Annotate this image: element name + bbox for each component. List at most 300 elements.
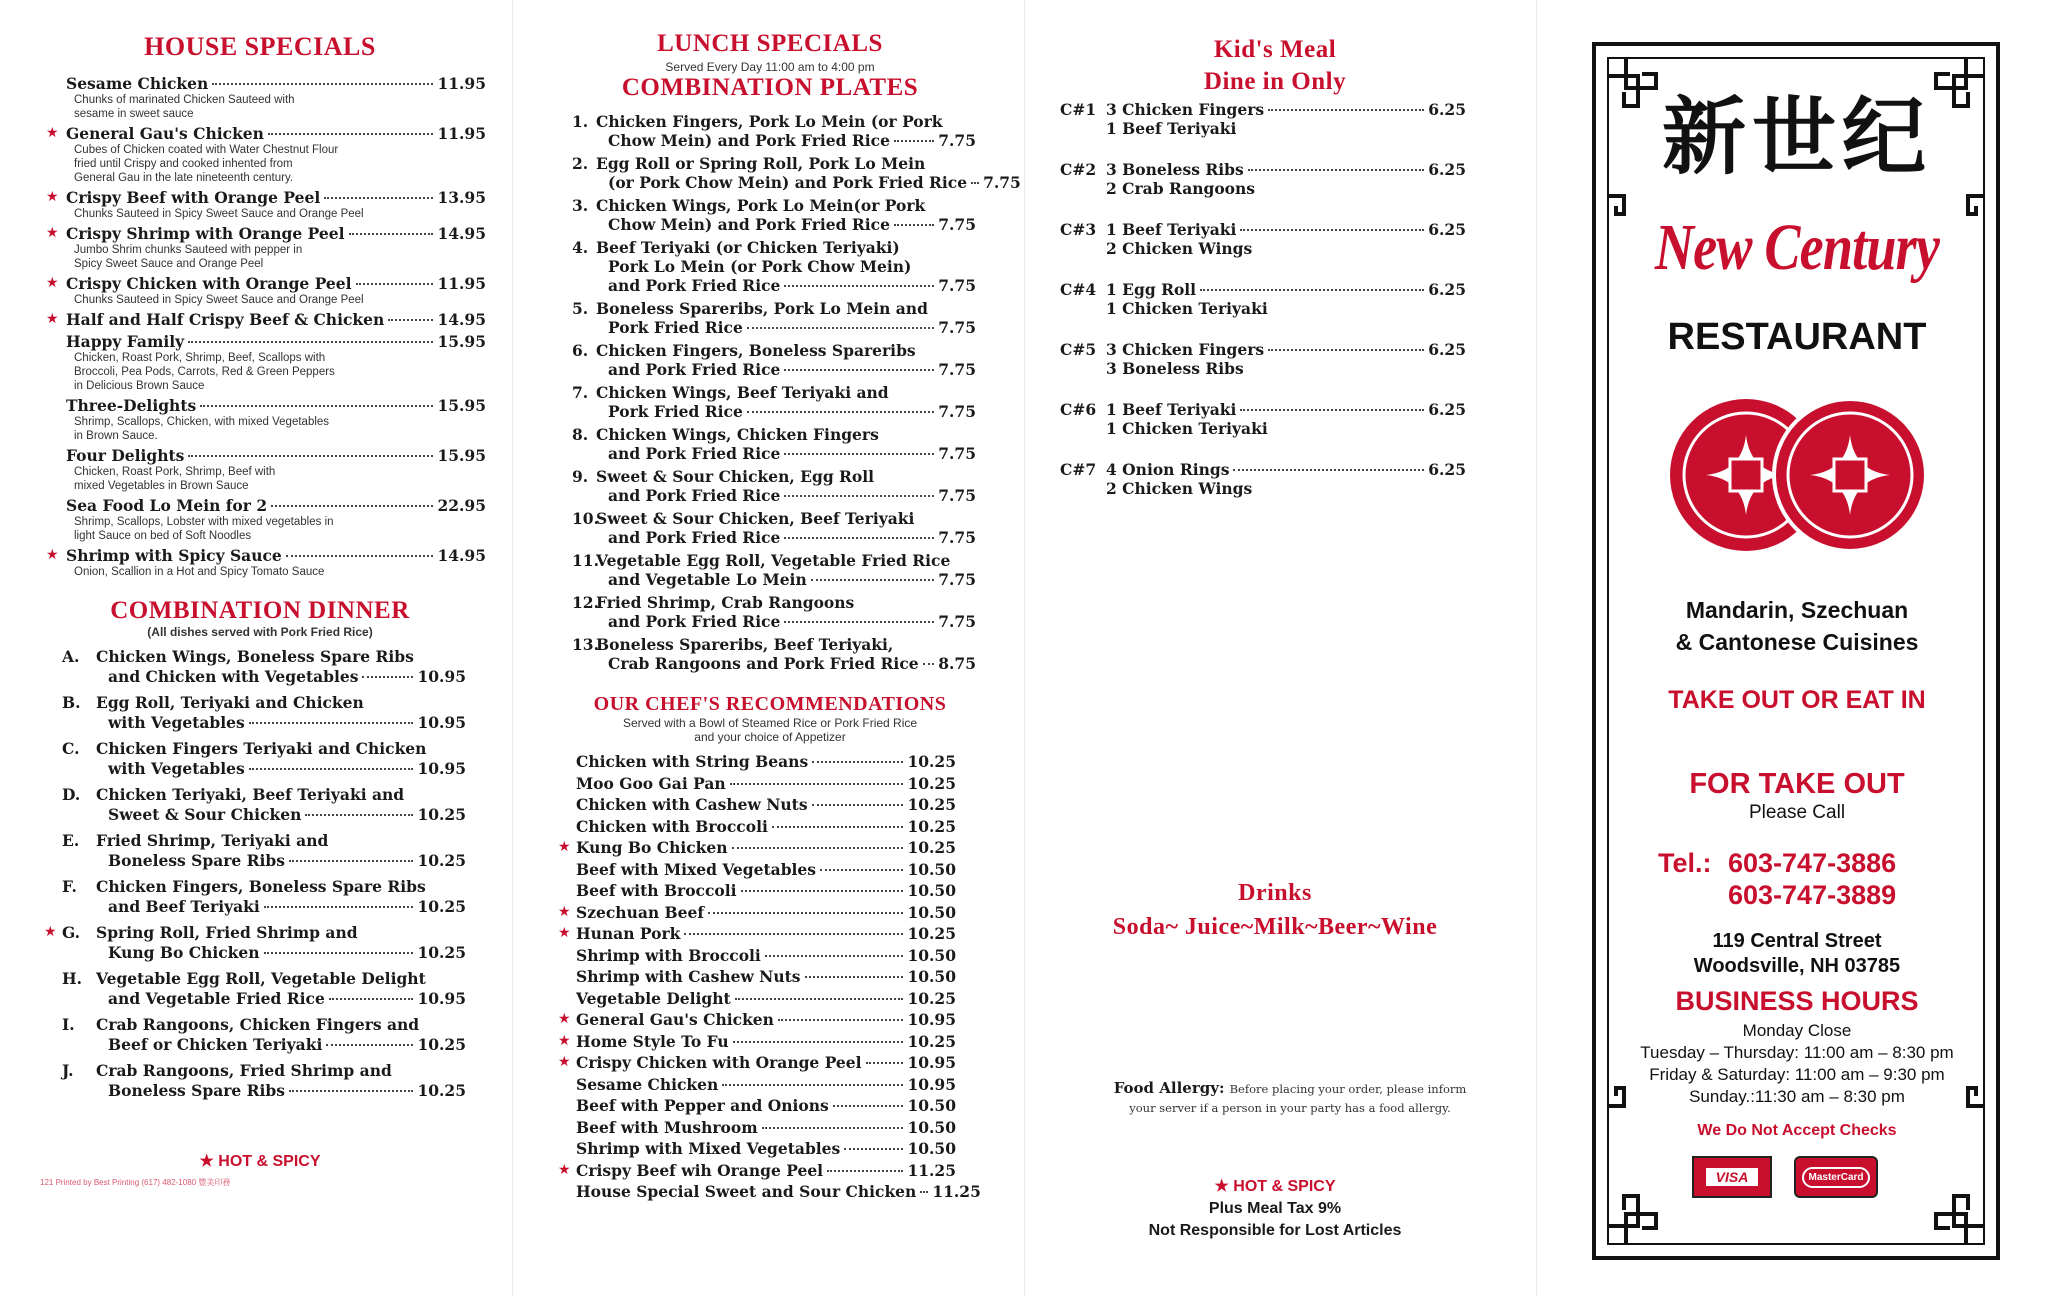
menu-item-name: Chicken with Cashew Nuts	[576, 795, 808, 814]
menu-item-price: 10.50	[907, 1139, 956, 1158]
menu-item-name: General Gau's Chicken	[576, 1010, 774, 1029]
menu-item-price: 7.75	[938, 131, 976, 150]
menu-item-row	[576, 752, 956, 771]
menu-item-row	[596, 570, 976, 589]
lunch-special-item	[560, 551, 976, 589]
menu-item-row	[596, 486, 976, 505]
menu-item-row	[596, 612, 976, 631]
kids-meal-item	[1060, 160, 1466, 198]
leader-dots	[1233, 469, 1424, 471]
leader-dots	[762, 1127, 904, 1129]
menu-item-name: and Beef Teriyaki	[108, 897, 260, 916]
menu-item-row	[1106, 340, 1466, 359]
leader-dots	[894, 140, 934, 142]
lunch-number: 11.	[572, 551, 599, 570]
menu-item-row	[66, 188, 486, 207]
menu-item-name: and Vegetable Lo Mein	[608, 570, 807, 589]
menu-item-row	[596, 528, 976, 547]
menu-item-description: Chicken, Roast Pork, Shrimp, Beef with	[74, 466, 276, 478]
lunch-special-item	[560, 299, 976, 337]
menu-item-price: 10.25	[907, 773, 956, 793]
chef-recommendation-item	[560, 946, 956, 965]
menu-item-price: 14.95	[437, 224, 486, 243]
menu-item-description: Chunks of marinated Chicken Sauteed with	[74, 94, 295, 106]
chef-subtitle-2: and your choice of Appetizer	[694, 730, 846, 744]
menu-item-price: 10.95	[907, 1010, 956, 1029]
menu-item-description: Chunks Sauteed in Spicy Sweet Sauce and Orange Peel	[74, 294, 364, 306]
hot-spicy-star-icon: ★	[558, 1011, 571, 1027]
combination-letter: B.	[62, 693, 81, 712]
leader-dots	[812, 761, 903, 763]
menu-item-price: 10.50	[907, 967, 956, 986]
menu-item-name: and Pork Fried Rice	[608, 444, 781, 463]
coins-logo	[1668, 395, 1928, 555]
kids-meal-code: C#2	[1060, 160, 1097, 179]
house-special-item	[40, 446, 486, 493]
leader-dots	[188, 341, 433, 343]
menu-item-price: 11.95	[437, 274, 486, 293]
menu-item-row	[96, 988, 466, 1009]
menu-item-row	[576, 946, 956, 965]
address-street: 119 Central Street	[1712, 930, 1882, 952]
food-allergy-text-1: Before placing your order, please inform	[1229, 1082, 1467, 1096]
menu-item-price: 6.25	[1428, 280, 1466, 299]
menu-item-row	[1106, 280, 1466, 299]
combination-dinner-item	[40, 785, 466, 825]
hot-spicy-star-icon: ★	[558, 925, 571, 941]
leader-dots	[349, 233, 434, 235]
menu-item-row	[576, 1053, 956, 1072]
combination-dinner-item	[40, 969, 466, 1009]
house-special-item	[40, 310, 486, 329]
leader-dots	[812, 804, 904, 806]
leader-dots	[772, 826, 904, 828]
food-allergy-note	[1100, 1078, 1480, 1116]
menu-item-description: General Gau in the late nineteenth century.	[74, 172, 294, 184]
house-special-item	[40, 546, 486, 579]
leader-dots	[811, 579, 935, 581]
menu-item-price: 6.25	[1428, 400, 1466, 419]
lunch-number: 3.	[572, 196, 589, 215]
kids-meal-line-2: 3 Boneless Ribs	[1106, 359, 1244, 378]
lunch-special-item	[560, 635, 976, 673]
leader-dots	[329, 998, 414, 1000]
menu-item-price: 10.25	[907, 795, 956, 814]
menu-item-row	[576, 924, 956, 943]
lunch-line-1: Egg Roll or Spring Roll, Pork Lo Mein	[596, 154, 926, 173]
lunch-number: 10.	[572, 509, 599, 528]
menu-item-row	[576, 967, 956, 986]
food-allergy-text-2: your server if a person in your party has a food allergy.	[1129, 1101, 1451, 1115]
menu-item-name: Pork Fried Rice	[608, 402, 743, 421]
chef-recommendation-item	[560, 1139, 956, 1158]
lunch-line-1: Boneless Spareribs, Beef Teriyaki,	[596, 635, 894, 654]
leader-dots	[289, 860, 413, 862]
take-out-or-eat-in: TAKE OUT OR EAT IN	[1668, 686, 1926, 714]
phone-number-1[interactable]: 603-747-3886	[1728, 848, 1897, 878]
menu-item-row	[576, 1139, 956, 1158]
menu-item-description: Jumbo Shrim chunks Sauteed with pepper in	[74, 244, 303, 256]
combination-letter: J.	[62, 1061, 74, 1080]
leader-dots	[747, 327, 934, 329]
combination-line-1: Chicken Fingers, Boneless Spare Ribs	[96, 877, 426, 896]
lunch-line-1: Vegetable Egg Roll, Vegetable Fried Rice	[596, 551, 951, 570]
panel-fold	[1536, 0, 1537, 1297]
menu-item-price: 6.25	[1428, 160, 1466, 179]
menu-item-price: 10.25	[907, 988, 956, 1008]
menu-item-price: 7.75	[938, 360, 976, 379]
menu-item-name: with Vegetables	[108, 713, 245, 732]
leader-dots	[200, 405, 433, 407]
menu-item-price: 7.75	[938, 215, 976, 234]
menu-item-name: Sea Food Lo Mein for 2	[66, 496, 268, 515]
leader-dots	[388, 319, 433, 321]
restaurant-word: RESTAURANT	[1667, 316, 1927, 358]
combination-line-1: Crab Rangoons, Fried Shrimp and	[96, 1061, 392, 1080]
chef-recommendation-item	[560, 903, 956, 922]
lunch-special-item	[560, 341, 976, 379]
chef-recommendation-item	[560, 881, 956, 900]
menu-item-row	[576, 774, 956, 793]
combination-dinner-item	[40, 1015, 466, 1055]
menu-item-name: Shrimp with Cashew Nuts	[576, 967, 801, 986]
menu-item-row	[66, 496, 486, 515]
leader-dots	[778, 1019, 904, 1021]
house-special-item	[40, 332, 486, 393]
please-call: Please Call	[1748, 802, 1846, 823]
lunch-number: 13.	[572, 635, 599, 654]
business-hours-line: Monday Close	[1742, 1021, 1852, 1040]
menu-item-price: 10.50	[907, 1117, 956, 1137]
leader-dots	[784, 285, 934, 287]
leader-dots	[866, 1062, 904, 1064]
kids-meal-item	[1060, 340, 1466, 378]
menu-item-row	[576, 1010, 956, 1029]
leader-dots	[249, 722, 414, 724]
kids-meal-item	[1060, 460, 1466, 498]
leader-dots	[784, 495, 934, 497]
combination-letter: F.	[62, 877, 77, 896]
hot-spicy-star-icon: ★	[46, 125, 59, 141]
combination-letter: I.	[62, 1015, 75, 1034]
hot-spicy-star-icon: ★	[44, 924, 57, 940]
menu-item-name: Shrimp with Broccoli	[576, 945, 761, 965]
menu-item-name: Hunan Pork	[576, 924, 681, 943]
leader-dots	[249, 768, 414, 770]
cuisine-line-2: & Cantonese Cuisines	[1675, 629, 1919, 655]
menu-item-description: sesame in sweet sauce	[74, 108, 194, 120]
menu-item-price: 7.75	[938, 276, 976, 295]
menu-item-name: and Pork Fried Rice	[608, 276, 781, 295]
lunch-number: 1.	[572, 112, 589, 131]
menu-item-description: Chunks Sauteed in Spicy Sweet Sauce and Orange Peel	[74, 208, 364, 220]
leader-dots	[1240, 409, 1424, 411]
menu-item-row	[576, 860, 956, 879]
menu-item-price: 7.75	[938, 612, 976, 631]
house-specials-title: HOUSE SPECIALS	[144, 32, 376, 61]
leader-dots	[1268, 349, 1424, 351]
phone-number-2[interactable]: 603-747-3889	[1728, 880, 1897, 910]
chef-recommendation-item	[560, 817, 956, 836]
menu-item-name: Crispy Shrimp with Orange Peel	[66, 224, 345, 243]
menu-item-row	[96, 804, 466, 825]
menu-item-name: Chow Mein) and Pork Fried Rice	[608, 215, 890, 234]
leader-dots	[765, 955, 904, 957]
leader-dots	[722, 1084, 903, 1086]
menu-item-row	[66, 224, 486, 243]
business-hours-line: Tuesday – Thursday: 11:00 am – 8:30 pm	[1640, 1043, 1954, 1062]
menu-item-price: 7.75	[938, 318, 976, 337]
hot-spicy-footer: ★ HOT & SPICY	[1214, 1178, 1336, 1195]
menu-item-row	[576, 881, 956, 900]
combination-letter: D.	[62, 785, 81, 804]
menu-item-price: 14.95	[437, 310, 486, 329]
lunch-specials-subtitle: Served Every Day 11:00 am to 4:00 pm	[665, 60, 875, 74]
menu-item-name: Boneless Spare Ribs	[108, 851, 286, 870]
lunch-special-item	[560, 467, 976, 505]
menu-item-row	[576, 838, 956, 857]
combination-dinner-subtitle: (All dishes served with Pork Fried Rice)	[147, 625, 373, 639]
menu-item-row	[596, 360, 976, 379]
menu-item-row	[576, 903, 956, 922]
menu-item-name: Sweet & Sour Chicken	[108, 805, 302, 824]
menu-item-name: Kung Bo Chicken	[576, 838, 728, 857]
menu-item-name: General Gau's Chicken	[66, 124, 264, 143]
lunch-number: 4.	[572, 238, 589, 257]
menu-item-price: 7.75	[938, 570, 976, 589]
menu-item-price: 15.95	[437, 396, 486, 415]
leader-dots	[271, 505, 433, 507]
menu-item-row	[576, 1118, 956, 1137]
menu-item-row	[96, 896, 466, 917]
menu-item-description: Cubes of Chicken coated with Water Chestnut Flour	[74, 144, 339, 156]
menu-item-description: Shrimp, Scallops, Lobster with mixed vegetables in	[74, 516, 334, 528]
lunch-number: 6.	[572, 341, 589, 360]
leader-dots	[1268, 109, 1424, 111]
house-special-item	[40, 224, 486, 271]
menu-item-price: 10.25	[417, 1081, 466, 1100]
menu-item-price: 10.25	[417, 943, 466, 962]
menu-item-row	[596, 173, 1021, 192]
lunch-special-item	[560, 238, 976, 295]
lunch-line-1: Chicken Fingers, Pork Lo Mein (or Pork	[596, 112, 943, 131]
leader-dots	[827, 1170, 903, 1172]
business-hours-line: Sunday.:11:30 am – 8:30 pm	[1689, 1087, 1905, 1106]
menu-item-row	[66, 124, 486, 143]
lunch-line-1: Beef Teriyaki (or Chicken Teriyaki)	[596, 238, 900, 257]
kids-meal-code: C#7	[1060, 460, 1097, 479]
leader-dots	[708, 912, 903, 914]
menu-item-price: 10.25	[417, 805, 466, 824]
address-city: Woodsville, NH 03785	[1693, 955, 1901, 977]
combination-line-1: Spring Roll, Fried Shrimp and	[96, 923, 358, 942]
dine-in-only-title: Dine in Only	[1203, 68, 1347, 95]
menu-item-name: and Vegetable Fried Rice	[108, 989, 325, 1008]
menu-item-price: 10.50	[907, 881, 956, 900]
combination-dinner-item	[40, 693, 466, 733]
lunch-line-1: Sweet & Sour Chicken, Egg Roll	[596, 467, 875, 486]
menu-item-price: 7.75	[938, 402, 976, 421]
lunch-line-1: Boneless Spareribs, Pork Lo Mein and	[596, 299, 928, 318]
leader-dots	[784, 453, 934, 455]
menu-item-name: Half and Half Crispy Beef & Chicken	[66, 310, 385, 329]
menu-item-name: Happy Family	[66, 332, 185, 351]
menu-item-price: 14.95	[437, 546, 486, 565]
lunch-line-1: Chicken Wings, Beef Teriyaki and	[596, 383, 889, 402]
lunch-number: 9.	[572, 467, 589, 486]
combination-dinner-item	[40, 923, 466, 963]
leader-dots	[286, 555, 434, 557]
menu-item-name: Boneless Spare Ribs	[108, 1081, 286, 1100]
menu-item-row	[596, 654, 976, 673]
lunch-number: 12.	[572, 593, 599, 612]
kids-meal-item	[1060, 220, 1466, 258]
leader-dots	[747, 411, 934, 413]
menu-item-row	[576, 1096, 956, 1115]
business-hours-list	[1576, 1020, 2018, 1108]
menu-item-price: 13.95	[437, 188, 486, 207]
restaurant-name: New Century	[1654, 211, 1940, 284]
meal-tax-note: Plus Meal Tax 9%	[1208, 1200, 1342, 1217]
cuisine-line-1: Mandarin, Szechuan	[1685, 597, 1909, 623]
hot-spicy-footer-label: HOT & SPICY	[1233, 1178, 1336, 1195]
chef-recommendation-item	[560, 1010, 956, 1029]
menu-item-name: Three-Delights	[66, 396, 197, 415]
combination-dinner-title: COMBINATION DINNER	[110, 597, 410, 624]
chef-recommendation-item	[560, 1161, 956, 1180]
chef-recommendation-item	[560, 860, 956, 879]
combination-dinner-item	[40, 739, 466, 779]
menu-item-row	[66, 396, 486, 415]
menu-item-price: 10.95	[907, 1053, 956, 1072]
lunch-line-1: Chicken Fingers, Boneless Spareribs	[596, 341, 916, 360]
hot-spicy-star-icon: ★	[558, 1032, 571, 1049]
chef-recommendation-item	[560, 1032, 956, 1051]
kids-meal-code: C#4	[1060, 280, 1097, 299]
menu-item-name: Pork Fried Rice	[608, 318, 743, 337]
leader-dots	[1240, 229, 1424, 231]
menu-item-price: 10.95	[417, 713, 466, 732]
chef-recommendation-item	[560, 1053, 956, 1072]
kids-meal-line-2: 2 Chicken Wings	[1106, 479, 1253, 498]
menu-item-description: light Sauce on bed of Soft Noodles	[74, 530, 252, 542]
menu-item-price: 8.75	[938, 654, 976, 673]
business-hours-line: Friday & Saturday: 11:00 am – 9:30 pm	[1649, 1065, 1945, 1084]
leader-dots	[833, 1105, 904, 1107]
menu-item-price: 10.25	[907, 1031, 956, 1051]
menu-item-description: Chicken, Roast Pork, Shrimp, Beef, Scallops with	[74, 352, 326, 364]
chef-subtitle-1: Served with a Bowl of Steamed Rice or Pork Fried Rice	[622, 716, 918, 730]
menu-item-name: Beef with Mixed Vegetables	[576, 859, 817, 879]
combination-dinner-item	[40, 831, 466, 871]
menu-item-row	[66, 446, 486, 465]
panel-house-specials	[40, 0, 486, 1297]
lunch-special-item	[560, 112, 976, 150]
leader-dots	[362, 676, 413, 678]
menu-item-price: 10.50	[907, 1096, 956, 1115]
mastercard-label: MasterCard	[1802, 1167, 1869, 1188]
menu-item-name: with Vegetables	[108, 759, 245, 778]
menu-item-name: Shrimp with Mixed Vegetables	[576, 1139, 841, 1158]
chef-recommendation-item	[560, 1118, 956, 1137]
kids-meal-line-2: 2 Crab Rangoons	[1106, 179, 1256, 198]
combination-line-1: Chicken Fingers Teriyaki and Chicken	[96, 739, 427, 758]
kids-meal-code: C#3	[1060, 220, 1097, 239]
leader-dots	[732, 847, 904, 849]
kids-meal-line-2: 1 Chicken Teriyaki	[1106, 419, 1268, 438]
menu-item-name: Chicken with Broccoli	[576, 816, 768, 836]
menu-item-row	[66, 310, 486, 329]
kids-meal-title: Kid's Meal	[1213, 36, 1337, 63]
menu-item-name: Shrimp with Spicy Sauce	[66, 546, 282, 565]
leader-dots	[305, 814, 413, 816]
lunch-line-1: Sweet & Sour Chicken, Beef Teriyaki	[596, 509, 915, 528]
menu-item-price: 10.25	[907, 838, 956, 857]
menu-item-price: 10.50	[907, 945, 956, 965]
hot-spicy-star-icon: ★	[558, 1054, 571, 1070]
chef-recommendation-item	[560, 1075, 956, 1094]
hot-spicy-star-icon: ★	[558, 903, 571, 920]
lunch-number: 2.	[572, 154, 589, 173]
menu-item-row	[96, 666, 466, 687]
leader-dots	[844, 1148, 903, 1150]
chef-recommendations-title: OUR CHEF'S RECOMMENDATIONS	[593, 693, 947, 715]
menu-item-name: Crispy Beef with Orange Peel	[66, 188, 321, 207]
leader-dots	[805, 976, 904, 978]
kids-meal-line-2: 1 Beef Teriyaki	[1106, 119, 1237, 138]
menu-item-row	[576, 795, 956, 814]
panel-fold	[512, 0, 513, 1297]
house-specials-list	[40, 74, 486, 579]
leader-dots	[1200, 289, 1424, 291]
kids-meal-code: C#1	[1060, 100, 1097, 119]
menu-item-row	[1106, 160, 1466, 179]
menu-item-price: 11.25	[907, 1160, 956, 1180]
leader-dots	[356, 283, 434, 285]
menu-item-row	[596, 276, 976, 295]
chef-recommendation-item	[560, 1182, 981, 1201]
leader-dots	[820, 869, 903, 871]
menu-item-row	[596, 215, 976, 234]
kids-meal-line-2: 1 Chicken Teriyaki	[1106, 299, 1268, 318]
menu-item-row	[66, 332, 486, 351]
combination-letter: H.	[62, 969, 83, 988]
menu-item-name: 4 Onion Rings	[1106, 460, 1230, 479]
lunch-special-item	[560, 593, 976, 631]
menu-item-name: Beef with Pepper and Onions	[576, 1096, 829, 1115]
menu-item-description: in Delicious Brown Sauce	[74, 380, 205, 392]
house-special-item	[40, 124, 486, 185]
menu-item-price: 10.25	[417, 1035, 466, 1054]
chef-recommendation-item	[560, 967, 956, 986]
menu-item-name: House Special Sweet and Sour Chicken	[576, 1182, 917, 1201]
menu-item-name: 1 Beef Teriyaki	[1106, 400, 1237, 419]
menu-item-name: 1 Beef Teriyaki	[1106, 220, 1237, 239]
menu-item-price: 15.95	[437, 332, 486, 351]
kids-meal-item	[1060, 100, 1466, 138]
menu-item-price: 6.25	[1428, 460, 1466, 479]
combination-line-1: Egg Roll, Teriyaki and Chicken	[96, 693, 364, 712]
menu-item-description: Onion, Scallion in a Hot and Spicy Tomato Sauce	[74, 566, 325, 578]
menu-item-row	[596, 318, 976, 337]
leader-dots	[741, 890, 904, 892]
lunch-special-item	[560, 425, 976, 463]
menu-item-row	[66, 546, 486, 565]
menu-item-row	[576, 1182, 981, 1201]
menu-item-name: Four Delights	[66, 446, 185, 465]
menu-item-row	[576, 989, 956, 1008]
leader-dots	[784, 621, 934, 623]
